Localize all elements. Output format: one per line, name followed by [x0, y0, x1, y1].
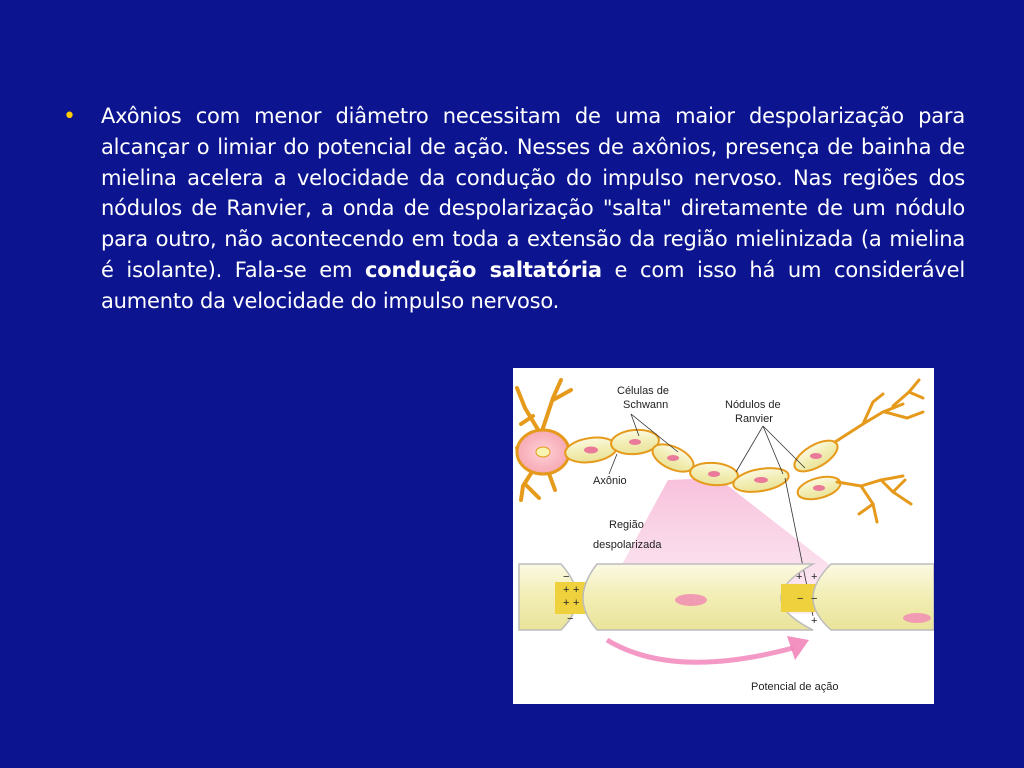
- charge-plus-2: +: [573, 584, 580, 596]
- charge-minus-1: −: [563, 571, 570, 583]
- charge-plus-5: +: [796, 571, 803, 583]
- charge-minus-3: −: [797, 593, 804, 605]
- bullet-item: [63, 101, 965, 317]
- bullet-dot-icon: •: [63, 104, 76, 129]
- bullet-text: [101, 101, 965, 317]
- charge-plus-7: +: [811, 615, 818, 627]
- bullet-text-part-2: e com isso há um considerável aumento da velocidade do impulso nervoso.: [101, 257, 965, 313]
- bullet-text-bold: condução saltatória: [364, 257, 602, 282]
- label-ranvier-2: Ranvier: [735, 413, 773, 425]
- label-potential: Potencial de ação: [751, 681, 839, 693]
- label-region-2: despolarizada: [593, 539, 662, 551]
- enlarged-axon: [519, 564, 934, 630]
- label-axon: Axônio: [593, 475, 627, 487]
- label-ranvier-1: Nódulos de: [725, 399, 781, 411]
- charge-plus-4: +: [573, 597, 580, 609]
- charge-minus-2: −: [567, 613, 574, 625]
- saltatory-arrow: [607, 640, 793, 662]
- neuron-diagram: [513, 368, 934, 704]
- charge-minus-4: −: [811, 593, 818, 605]
- label-schwann-2: Schwann: [623, 399, 669, 411]
- axon-terminals: [835, 380, 923, 522]
- charge-plus-6: +: [811, 571, 818, 583]
- charge-plus-1: +: [563, 584, 570, 596]
- bullet-text-part-1: Axônios com menor diâmetro necessitam de uma maior despolarização para alcançar o limiar do potencial de ação. Nesses de axônios, presença de bainha de mielina acelera a velocidade da condução do impulso nervoso. Nas regiões dos nódulos de Ranvier, a onda de despolarização "salta" diretamente de um nódulo para outro, não acontecendo em toda a extensão da região mielinizada (a mielina é isolante). Fala-se em: [101, 104, 965, 282]
- label-region-1: Região: [609, 519, 644, 531]
- charge-plus-3: +: [563, 597, 570, 609]
- label-schwann-1: Células de: [617, 385, 669, 397]
- saltatory-conduction-figure: [513, 368, 934, 704]
